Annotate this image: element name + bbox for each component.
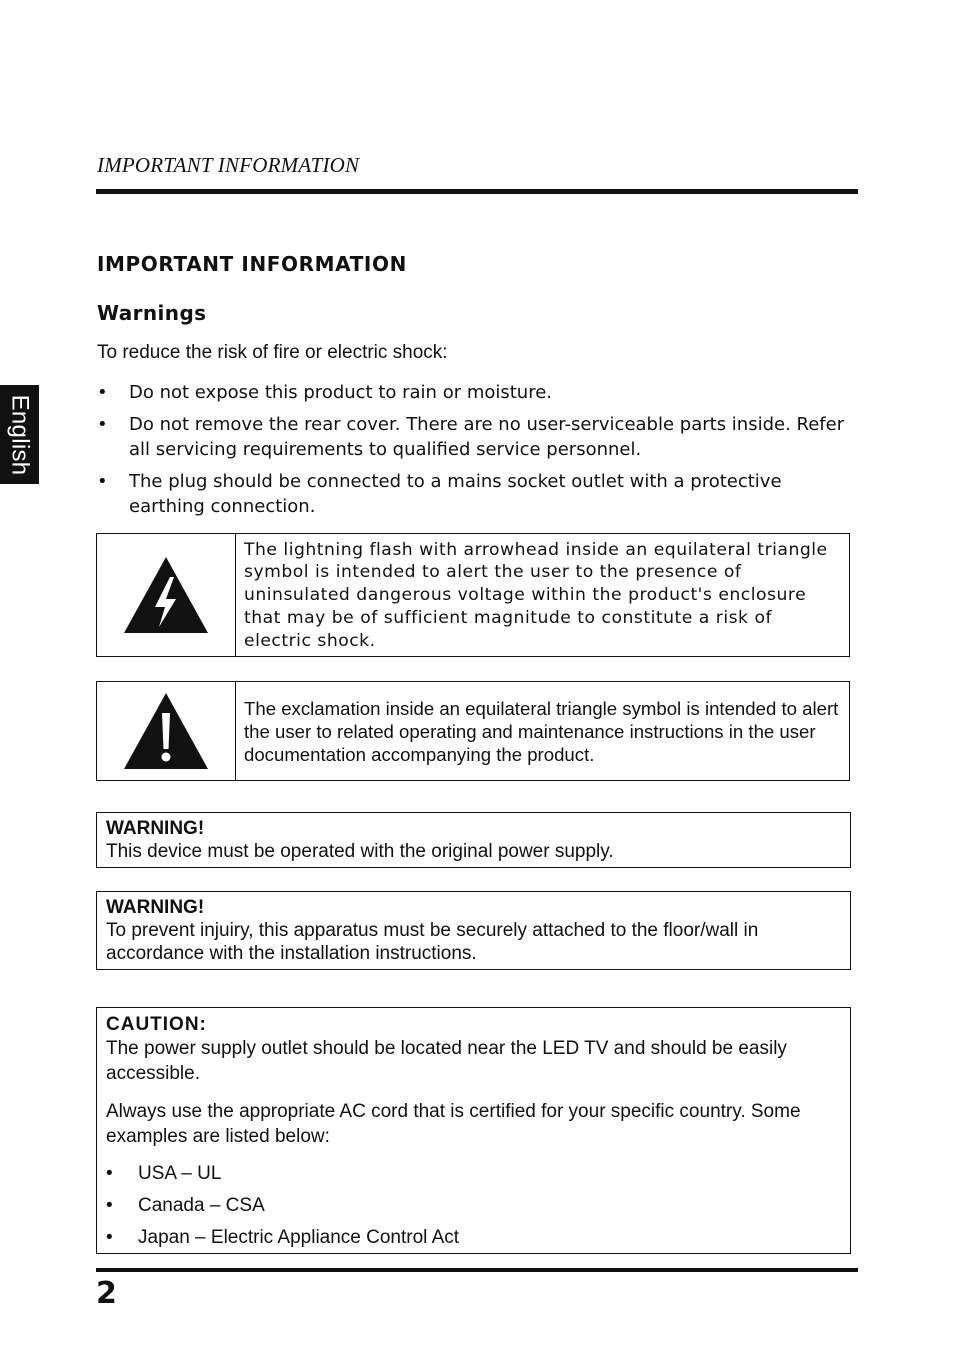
page-number: 2	[96, 1276, 117, 1311]
warning-text: This device must be operated with the original power supply.	[106, 841, 614, 862]
list-item: • Do not expose this product to rain or moisture.	[97, 382, 553, 403]
lightning-symbol-text: The lightning flash with arrowhead inside an equilateral triangle symbol is intended to alert the user to the presence of uninsulated dangerous voltage within the product's enclosure that may be of sufficient magnitude to constitute a risk of electric shock.	[244, 539, 828, 651]
lightning-symbol-box	[96, 533, 850, 657]
warning-list	[97, 380, 857, 526]
cord-certification-list	[106, 1161, 841, 1250]
language-tab-label: English	[6, 394, 34, 475]
caution-label: CAUTION:	[106, 1014, 207, 1035]
list-item: • Do not remove the rear cover. There are no user-serviceable parts inside. Refer all servicing requirements to qualified service personnel.	[97, 414, 845, 460]
language-tab	[0, 385, 39, 484]
section-title: IMPORTANT INFORMATION	[97, 252, 407, 276]
caution-paragraph: The power supply outlet should be located near the LED TV and should be easily accessible.	[106, 1038, 787, 1084]
running-header: IMPORTANT INFORMATION	[97, 153, 360, 177]
warning-text: To prevent injuiry, this apparatus must be securely attached to the floor/wall in accordance with the installation instructions.	[106, 920, 759, 964]
list-item: • Canada – CSA	[106, 1195, 265, 1216]
list-item: • USA – UL	[106, 1163, 222, 1184]
warning-label: WARNING!	[106, 818, 205, 839]
exclamation-symbol-text: The exclamation inside an equilateral triangle symbol is intended to alert the user to related operating and maintenance instructions in the user documentation accompanying the product.	[244, 698, 839, 765]
header-rule	[96, 189, 858, 194]
lightning-warning-icon	[97, 534, 236, 656]
list-item: • Japan – Electric Appliance Control Act	[106, 1227, 460, 1248]
list-item: • The plug should be connected to a mains socket outlet with a protective earthing connection.	[97, 471, 782, 517]
intro-text: To reduce the risk of fire or electric shock:	[97, 342, 448, 363]
section-subtitle: Warnings	[97, 301, 207, 325]
footer-rule	[96, 1268, 858, 1272]
caution-paragraph: Always use the appropriate AC cord that is certified for your specific country. Some examples are listed below:	[106, 1101, 801, 1147]
exclamation-warning-icon	[97, 682, 236, 780]
warning-label: WARNING!	[106, 897, 205, 918]
warning-box	[96, 891, 851, 970]
caution-box	[96, 1007, 851, 1254]
exclamation-symbol-box	[96, 681, 850, 781]
warning-box	[96, 812, 851, 868]
